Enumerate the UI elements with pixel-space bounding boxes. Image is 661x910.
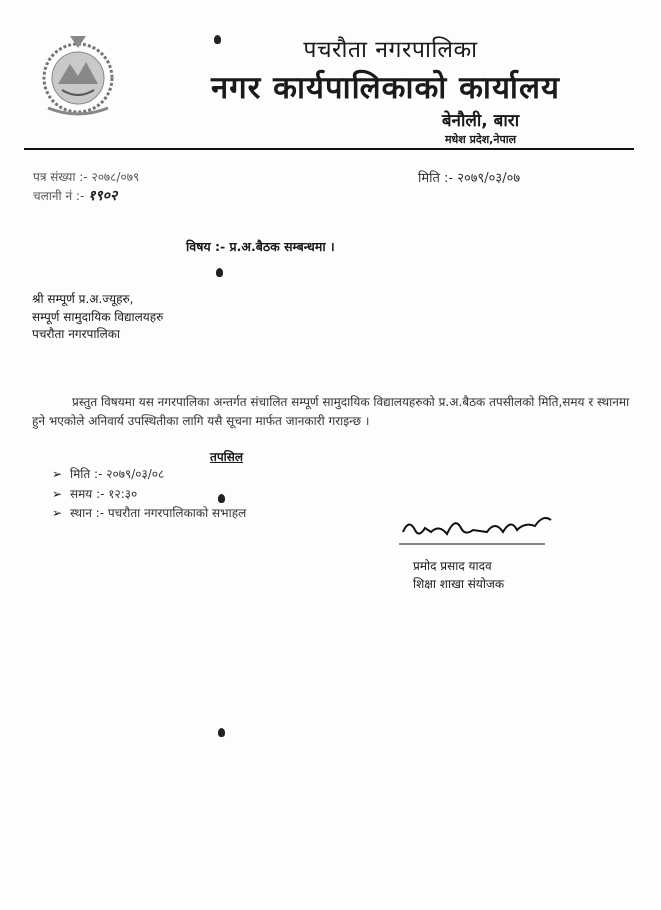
detail-date: मिति :- २०७९/०३/०८ bbox=[70, 467, 165, 481]
dispatch-label: चलानी नं :- bbox=[33, 189, 85, 203]
letter-date: मिति :- २०७९/०३/०७ bbox=[418, 171, 521, 186]
ink-dot bbox=[218, 494, 225, 503]
ink-dot bbox=[216, 268, 223, 277]
details-heading: तपसिल bbox=[210, 450, 244, 464]
detail-item bbox=[52, 485, 137, 502]
detail-time: समय :- १२:३० bbox=[70, 487, 138, 501]
detail-item bbox=[52, 504, 246, 521]
office-title: नगर कार्यपालिकाको कार्यालय bbox=[211, 70, 560, 106]
province-country: मधेश प्रदेश,नेपाल bbox=[444, 133, 517, 146]
arrow-bullet-icon: ➢ bbox=[52, 487, 63, 501]
recipient-line-1: श्री सम्पूर्ण प्र.अ.ज्यूहरु, bbox=[32, 292, 134, 306]
arrow-bullet-icon: ➢ bbox=[52, 506, 63, 520]
ink-dot bbox=[218, 728, 225, 737]
office-address: बेनौली, बारा bbox=[441, 111, 520, 131]
detail-venue: स्थान :- पचरौता नगरपालिकाको सभाहल bbox=[70, 506, 247, 520]
dispatch-value: १९०२ bbox=[88, 188, 118, 204]
subject-line: विषय :- प्र.अ.बैठक सम्बन्धमा । bbox=[186, 239, 335, 254]
recipient-line-2: सम्पूर्ण सामुदायिक विद्यालयहरु bbox=[32, 310, 164, 324]
detail-item bbox=[52, 465, 164, 482]
header-rule bbox=[24, 148, 634, 150]
reference-number: पत्र संख्या :- २०७८/०७९ bbox=[33, 170, 140, 184]
recipient-line-3: पचरौता नगरपालिका bbox=[32, 327, 121, 341]
dispatch-number bbox=[33, 186, 117, 205]
arrow-bullet-icon: ➢ bbox=[52, 467, 63, 481]
letter-body: प्रस्तुत विषयमा यस नगरपालिका अन्तर्गत संचालित सम्पूर्ण सामुदायिक विद्यालयहरुको प्र.अ.बैठक तपसीलको मिति,समय र स्थानमा हुने भएकोले अनिवार्य उपस्थितीका लागि यसै सूचना मार्फत जानकारी गराइन्छ । bbox=[32, 395, 630, 428]
signatory-designation: शिक्षा शाखा संयोजक bbox=[413, 577, 505, 591]
municipality-name: पचरौता नगरपालिका bbox=[303, 37, 478, 63]
handwritten-signature bbox=[395, 510, 565, 546]
signatory-name: प्रमोद प्रसाद यादव bbox=[413, 559, 492, 573]
